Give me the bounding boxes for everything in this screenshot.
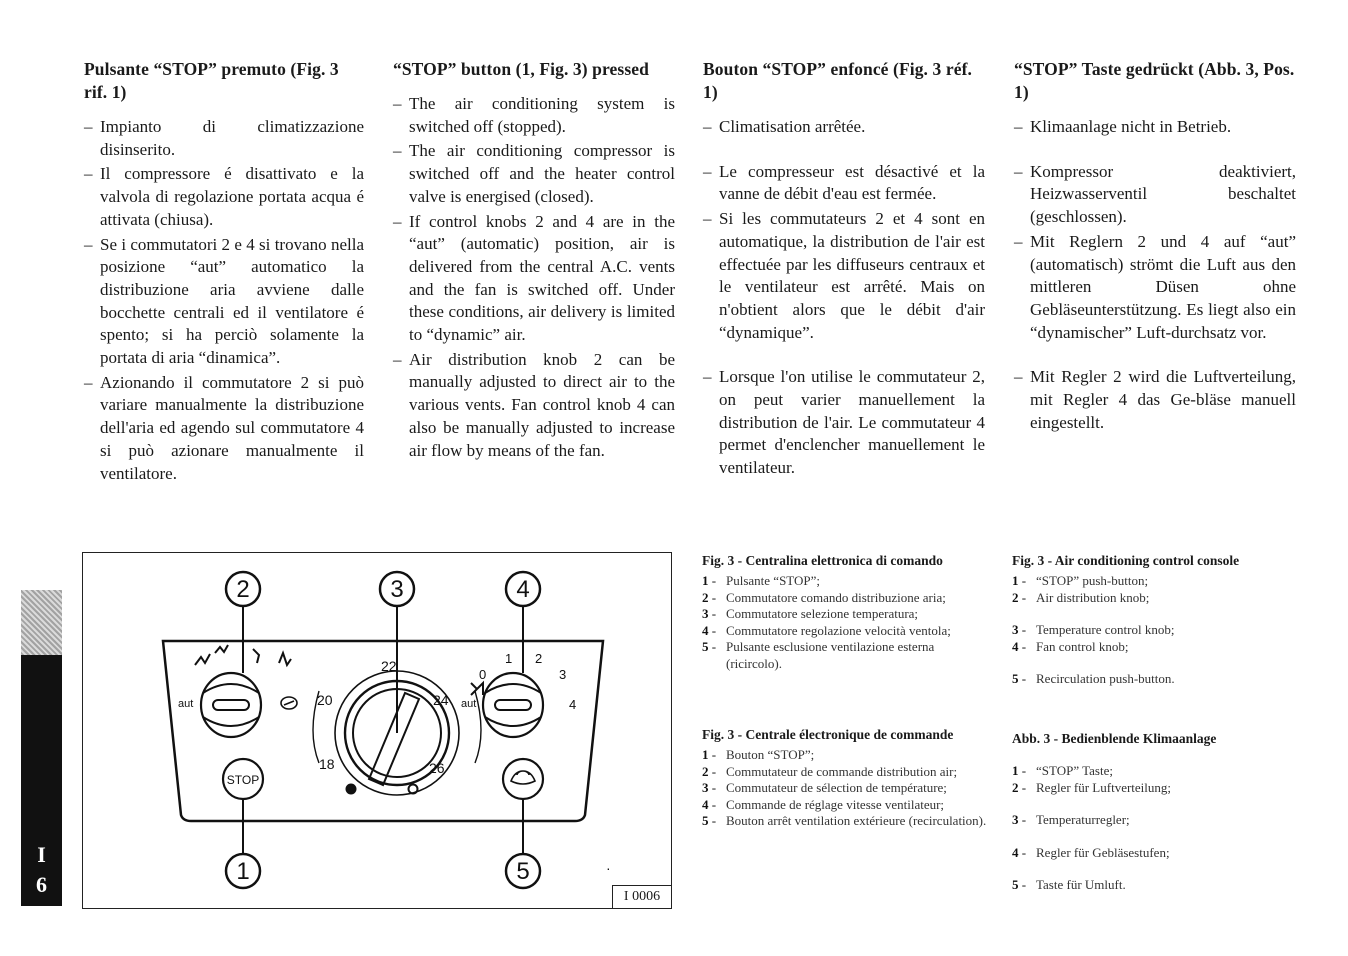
caption-item: 2 - Commutatore comando distribuzione aria; [702, 590, 988, 607]
list-item: – Impianto di climatizzazione disinserito. [84, 116, 364, 161]
vent-face-icon [253, 649, 259, 663]
callout-4-label: 4 [516, 576, 530, 603]
control-panel-drawing [83, 553, 673, 910]
list-item: – Si les commutateurs 2 et 4 sont en automatique, la distribution de l'air est effectuée par les diffuseurs centraux et le ventilateur est arrêté. Mais on n'obtient alors que le débit d'air “dynamique”. [703, 208, 985, 344]
caption-item: 3 - Commutatore selezione temperatura; [702, 606, 988, 623]
caption-item: 4 - Fan control knob; [1012, 639, 1298, 656]
caption-item: 2 - Air distribution knob; [1012, 590, 1298, 607]
stop-button-label: STOP [226, 773, 260, 787]
caption-item: 4 - Commande de réglage vitesse ventilateur; [702, 797, 988, 814]
heading-italian: Pulsante “STOP” premuto (Fig. 3 rif. 1) [84, 59, 339, 102]
fan-mark-3: 3 [559, 667, 567, 682]
list-item: – Air distribution knob 2 can be manually adjusted to direct air to the various vents. Fan control knob 4 can also be manually adjusted to increase air flow by means of the fan. [393, 349, 675, 463]
caption-item: 1 - “STOP” push-button; [1012, 573, 1298, 590]
knob-ridge [203, 684, 259, 693]
vent-feet-icon [195, 654, 210, 665]
air-distribution-knob [201, 673, 261, 737]
caption-french [702, 726, 988, 830]
callout-5-label: 5 [516, 858, 530, 885]
list-item: – The air conditioning system is switched off (stopped). [393, 93, 675, 138]
knob-ridge [485, 717, 541, 726]
temp-mark-26: 26 [429, 760, 445, 776]
callout-3-label: 3 [390, 576, 404, 603]
caption-item: 1 - “STOP” Taste; [1012, 763, 1298, 780]
caption-item: 3 - Commutateur de sélection de température; [702, 780, 988, 797]
fan-mark-1: 1 [505, 651, 513, 666]
temp-mark-22: 22 [381, 658, 397, 674]
list-item: – Kompressor deaktiviert, Heizwasserventil beschaltet (geschlossen). [1014, 161, 1296, 229]
list-item: – Lorsque l'on utilise le commutateur 2, on peut varier manuellement la distribution de l'air. Le commutateur 4 permet d'enclencher manuellement le ventilateur. [703, 366, 985, 480]
list-item: – Mit Reglern 2 und 4 auf “aut” (automatisch) strömt die Luft aus den mittleren Düsen ohne Gebläseunterstützung. Es liegt also ein “dynamischer” Luft-durchsatz vor. [1014, 231, 1296, 345]
caption-item: 5 - Pulsante esclusione ventilazione esterna (ricircolo). [702, 639, 988, 672]
aut-label-right: aut [461, 698, 477, 710]
caption-german [1012, 730, 1298, 894]
list-item: – Mit Regler 2 wird die Luftverteilung, mit Regler 4 das Ge-bläse manuell eingestellt. [1014, 366, 1296, 434]
caption-item: 2 - Commutateur de commande distribution air; [702, 764, 988, 781]
heading-french: Bouton “STOP” enfoncé (Fig. 3 réf. 1) [703, 59, 972, 102]
fan-mark-2: 2 [535, 651, 543, 666]
caption-item: 3 - Temperaturregler; [1012, 812, 1298, 829]
temp-mark-18: 18 [319, 756, 335, 772]
vent-screen-feet-icon [279, 653, 291, 665]
list-item: – Il compressore é disattivato e la valvola di regolazione portata acqua é attivata (chiusa). [84, 163, 364, 231]
caption-english [1012, 552, 1298, 688]
side-tab [21, 655, 62, 906]
recirculation-button [503, 759, 543, 799]
list-item: – The air conditioning compressor is switched off and the heater control valve is energised (closed). [393, 140, 675, 208]
caption-item: 5 - Bouton arrêt ventilation extérieure (recirculation). [702, 813, 988, 830]
side-tab-texture [21, 590, 62, 660]
knob-ridge [485, 684, 541, 693]
caption-item: 4 - Regler für Gebläsestufen; [1012, 845, 1298, 862]
column-french [703, 58, 985, 482]
temp-mark-24: 24 [433, 692, 449, 708]
list-item: – Azionando il commutatore 2 si può variare manualmente la distribuzione dell'aria ed agendo sul commutatore 4 si può azionare manualmente il ventilatore. [84, 372, 364, 486]
fan-mark-0: 0 [479, 667, 487, 682]
caption-item: 5 - Taste für Umluft. [1012, 877, 1298, 894]
list-item: – Klimaanlage nicht in Betrieb. [1014, 116, 1296, 139]
list-german [1014, 116, 1296, 434]
control-panel-figure [82, 552, 672, 909]
caption-item: 3 - Temperature control knob; [1012, 622, 1298, 639]
cold-indicator-dot [347, 785, 356, 794]
fan-mark-4: 4 [569, 697, 577, 712]
caption-title: Fig. 3 - Centralina elettronica di comando [702, 553, 943, 568]
caption-title: Abb. 3 - Bedienblende Klimaanlage [1012, 731, 1217, 746]
callout-2-label: 2 [236, 576, 250, 603]
aut-label-left: aut [178, 698, 194, 710]
list-item: – Le compresseur est désactivé et la vanne de débit d'eau est fermée. [703, 161, 985, 206]
list-item: – If control knobs 2 and 4 are in the “aut” (automatic) position, air is delivered from the central A.C. vents and the fan is switched off. Under these conditions, air delivery is limited to “dynamic” air. [393, 211, 675, 347]
callout-1-label: 1 [236, 858, 250, 885]
column-german [1014, 58, 1296, 436]
column-italian [84, 58, 364, 487]
side-tab-page: 6 [36, 872, 47, 897]
heading-german: “STOP” Taste gedrückt (Abb. 3, Pos. 1) [1014, 59, 1295, 102]
svg-text:·: · [606, 860, 611, 876]
list-english [393, 93, 675, 462]
caption-item: 2 - Regler für Luftverteilung; [1012, 780, 1298, 797]
temp-mark-20: 20 [317, 692, 333, 708]
heading-english: “STOP” button (1, Fig. 3) pressed [393, 59, 649, 79]
fan-icon [471, 683, 483, 695]
list-italian [84, 116, 364, 485]
list-item: – Climatisation arrêtée. [703, 116, 985, 139]
list-french [703, 116, 985, 480]
side-tab-letter: I [37, 842, 46, 867]
fan-control-knob [483, 673, 543, 737]
column-english [393, 58, 675, 464]
vent-face-feet-icon [215, 645, 228, 653]
knob-ridge [203, 717, 259, 726]
caption-italian [702, 552, 988, 672]
caption-item: 4 - Commutatore regolazione velocità ventola; [702, 623, 988, 640]
defrost-icon [281, 697, 297, 709]
caption-title: Fig. 3 - Air conditioning control console [1012, 553, 1240, 568]
knob-indicator [213, 700, 249, 710]
knob-indicator [495, 700, 531, 710]
caption-item: 5 - Recirculation push-button. [1012, 671, 1298, 688]
caption-item: 1 - Pulsante “STOP”; [702, 573, 988, 590]
caption-title: Fig. 3 - Centrale électronique de commande [702, 727, 954, 742]
recirculation-car-icon [511, 771, 535, 784]
caption-item: 1 - Bouton “STOP”; [702, 747, 988, 764]
list-item: – Se i commutatori 2 e 4 si trovano nella posizione “aut” automatico la distribuzione aria avviene dalle bocchette centrali ed il ventilatore é spento; si ha perciò solamente la portata di aria “dinamica”. [84, 234, 364, 370]
figure-code: I 0006 [612, 885, 671, 908]
